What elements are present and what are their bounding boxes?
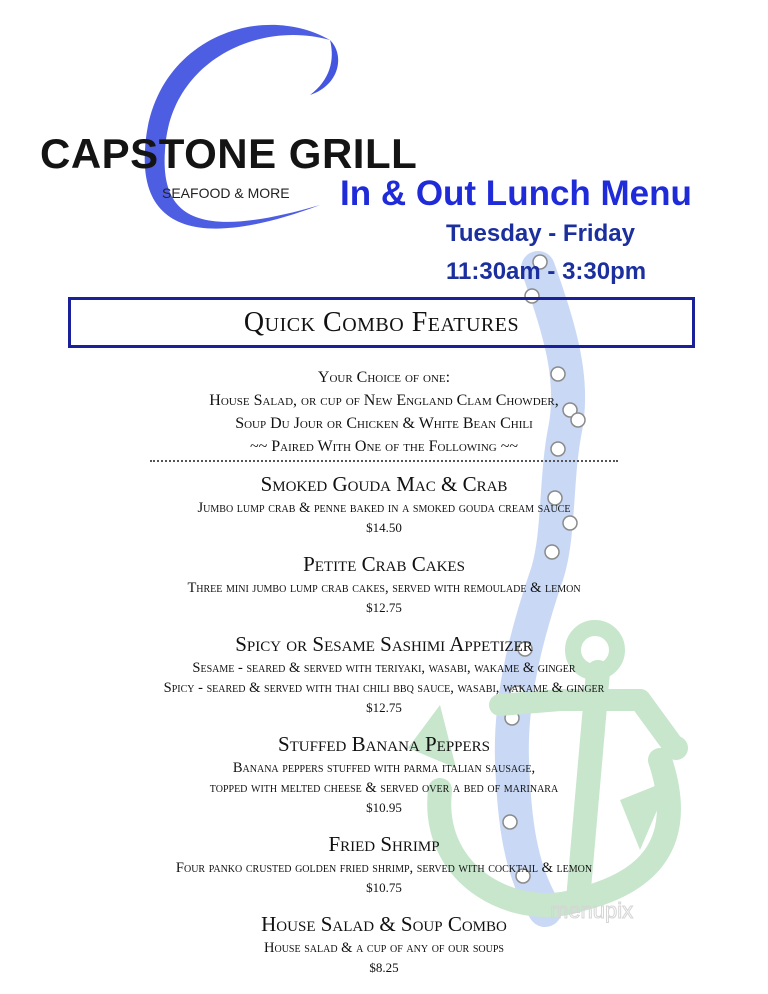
item-description: Spicy - seared & served with thai chili bbq sauce, wasabi, wakame & ginger — [163, 680, 605, 696]
item-description: Jumbo lump crab & penne baked in a smoked gouda cream sauce — [197, 500, 571, 516]
item-description: topped with melted cheese & served over a bed of marinara — [209, 780, 559, 796]
item-description: Three mini jumbo lump crab cakes, served with remoulade & lemon — [187, 580, 581, 596]
dotted-divider — [150, 460, 618, 462]
item-price: $10.95 — [366, 800, 402, 815]
item-description: Four panko crusted golden fried shrimp, served with cocktail & lemon — [175, 860, 593, 876]
menu-content — [0, 366, 768, 978]
item-price: $12.75 — [366, 600, 402, 615]
item-name: Petite Crab Cakes — [303, 552, 465, 576]
item-price: $14.50 — [366, 520, 402, 535]
logo-name: CAPSTONE GRILL — [40, 130, 418, 177]
item-price: $8.25 — [369, 960, 399, 975]
features-title: Quick Combo Features — [243, 306, 520, 338]
choice-line: Soup Du Jour or Chicken & White Bean Chili — [235, 415, 533, 432]
menu-title: In & Out Lunch Menu — [340, 174, 692, 213]
item-description: Banana peppers stuffed with parma italian sausage, — [232, 760, 536, 776]
item-name: Stuffed Banana Peppers — [277, 732, 491, 756]
item-price: $12.75 — [366, 700, 402, 715]
choice-line: ~~ Paired With One of the Following ~~ — [249, 438, 519, 455]
menu-hours: 11:30am - 3:30pm — [446, 258, 647, 285]
choice-line: House Salad, or cup of New England Clam Chowder, — [209, 392, 559, 409]
item-name: Smoked Gouda Mac & Crab — [260, 472, 508, 496]
features-header-box — [68, 297, 695, 348]
item-name: Spicy or Sesame Sashimi Appetizer — [235, 632, 533, 656]
item-description: Sesame - seared & served with teriyaki, wasabi, wakame & ginger — [192, 660, 576, 676]
menu-item-smoked-gouda — [0, 470, 768, 538]
choice-line: Your Choice of one: — [317, 369, 451, 386]
menu-item-sashimi — [0, 630, 768, 718]
menu-item-fried-shrimp — [0, 830, 768, 898]
item-price: $10.75 — [366, 880, 402, 895]
menu-item-banana-peppers — [0, 730, 768, 818]
logo-tagline: SEAFOOD & MORE — [162, 185, 290, 201]
menu-days: Tuesday - Friday — [446, 220, 635, 247]
watermark: menupix — [550, 898, 634, 923]
menu-item-petite-crab-cakes — [0, 550, 768, 618]
item-name: Fried Shrimp — [328, 832, 440, 856]
item-name: House Salad & Soup Combo — [261, 912, 507, 936]
item-description: House salad & a cup of any of our soups — [264, 940, 504, 956]
menu-item-salad-soup-combo — [0, 910, 768, 978]
